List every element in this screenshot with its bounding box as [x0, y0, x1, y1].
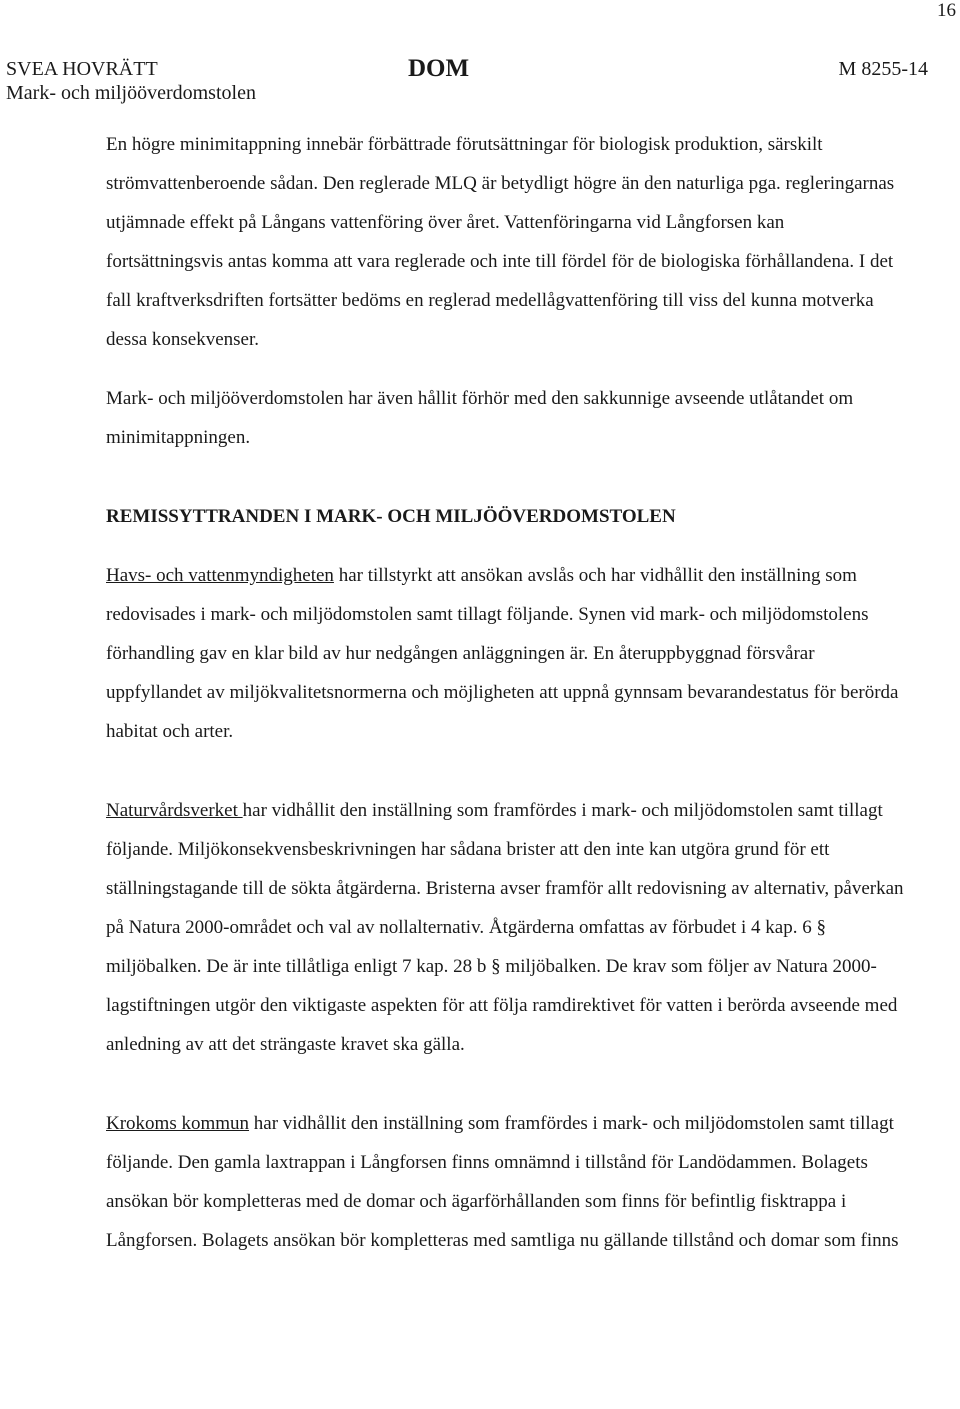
paragraph-naturvardsverket: [106, 791, 906, 1064]
document-type: DOM: [408, 55, 470, 82]
party-statement-naturvardsverket: har vidhållit den inställning som framfördes i mark- och miljödomstolen samt tillagt följande. Miljökonsekvensbeskrivningen har sådana brister att den inte kan utgöra grund för ett ställningstagande till de sökta åtgärderna. Bristerna avser framför allt redovisning av alternativ, påverkan på Natura 2000-området och val av nollalternativ. Åtgärderna omfattas av förbudet i 4 kap. 6 § miljöbalken. De är inte tillåtliga enligt 7 kap. 28 b § miljöbalken. De krav som följer av Natura 2000-lagstiftningen utgör den viktigaste aspekten för att följa ramdirektivet för vatten i berörda avseende med anledning av att det strängaste kravet ska gälla.: [106, 800, 904, 1055]
paragraph-havs-och-vattenmyndigheten: [106, 556, 906, 751]
paragraph-krokoms-kommun: [106, 1104, 906, 1260]
document-header: [6, 56, 928, 108]
court-division: Mark- och miljööverdomstolen: [6, 82, 256, 104]
case-number: M 8255-14: [838, 58, 928, 80]
section-heading: REMISSYTTRANDEN I MARK- OCH MILJÖÖVERDOMSTOLEN: [106, 506, 676, 527]
party-name-havs-och-vattenmyndigheten: Havs- och vattenmyndigheten: [106, 565, 334, 586]
paragraph-minimitappning: En högre minimitappning innebär förbättrade förutsättningar för biologisk produktion, särskilt strömvattenberoende sådan. Den reglerade MLQ är betydligt högre än den naturliga pga. regleringarnas utjämnade effekt på Långans vattenföring över året. Vattenföringarna vid Långforsen kan fortsättningsvis antas komma att vara reglerade och inte till fördel för de biologiska förhållandena. I det fall kraftverksdriften fortsätter bedöms en reglerad medellågvattenföring till viss del kunna motverka dessa konsekvenser.: [106, 134, 895, 350]
party-statement-havs-och-vattenmyndigheten: har tillstyrkt att ansökan avslås och har vidhållit den inställning som redovisades i mark- och miljödomstolen samt tillagt följande. Synen vid mark- och miljödomstolens förhandling gav en klar bild av hur nedgången anläggningen är. En återuppbyggnad försvårar uppfyllandet av miljökvalitetsnormerna och möjligheten att uppnå gynnsam bevarandestatus för berörda habitat och arter.: [106, 565, 899, 742]
party-statement-krokoms-kommun: har vidhållit den inställning som framfördes i mark- och miljödomstolen samt tillagt följande. Den gamla laxtrappan i Långforsen finns omnämnd i tillstånd för Landödammen. Bolagets ansökan bör kompletteras med de domar och ägarförhållanden som finns för befintlig fisktrappa i Långforsen. Bolagets ansökan bör kompletteras med samtliga nu gällande tillstånd och domar som finns: [106, 1113, 899, 1251]
court-name: SVEA HOVRÄTT: [6, 58, 158, 80]
paragraph-forhor: Mark- och miljööverdomstolen har även hållit förhör med den sakkunnige avseende utlåtandet om minimitappningen.: [106, 388, 854, 448]
party-name-naturvardsverket: Naturvårdsverket: [106, 800, 243, 821]
document-body: [106, 125, 906, 1260]
party-name-krokoms-kommun: Krokoms kommun: [106, 1113, 250, 1134]
page-number: 16: [937, 0, 956, 21]
